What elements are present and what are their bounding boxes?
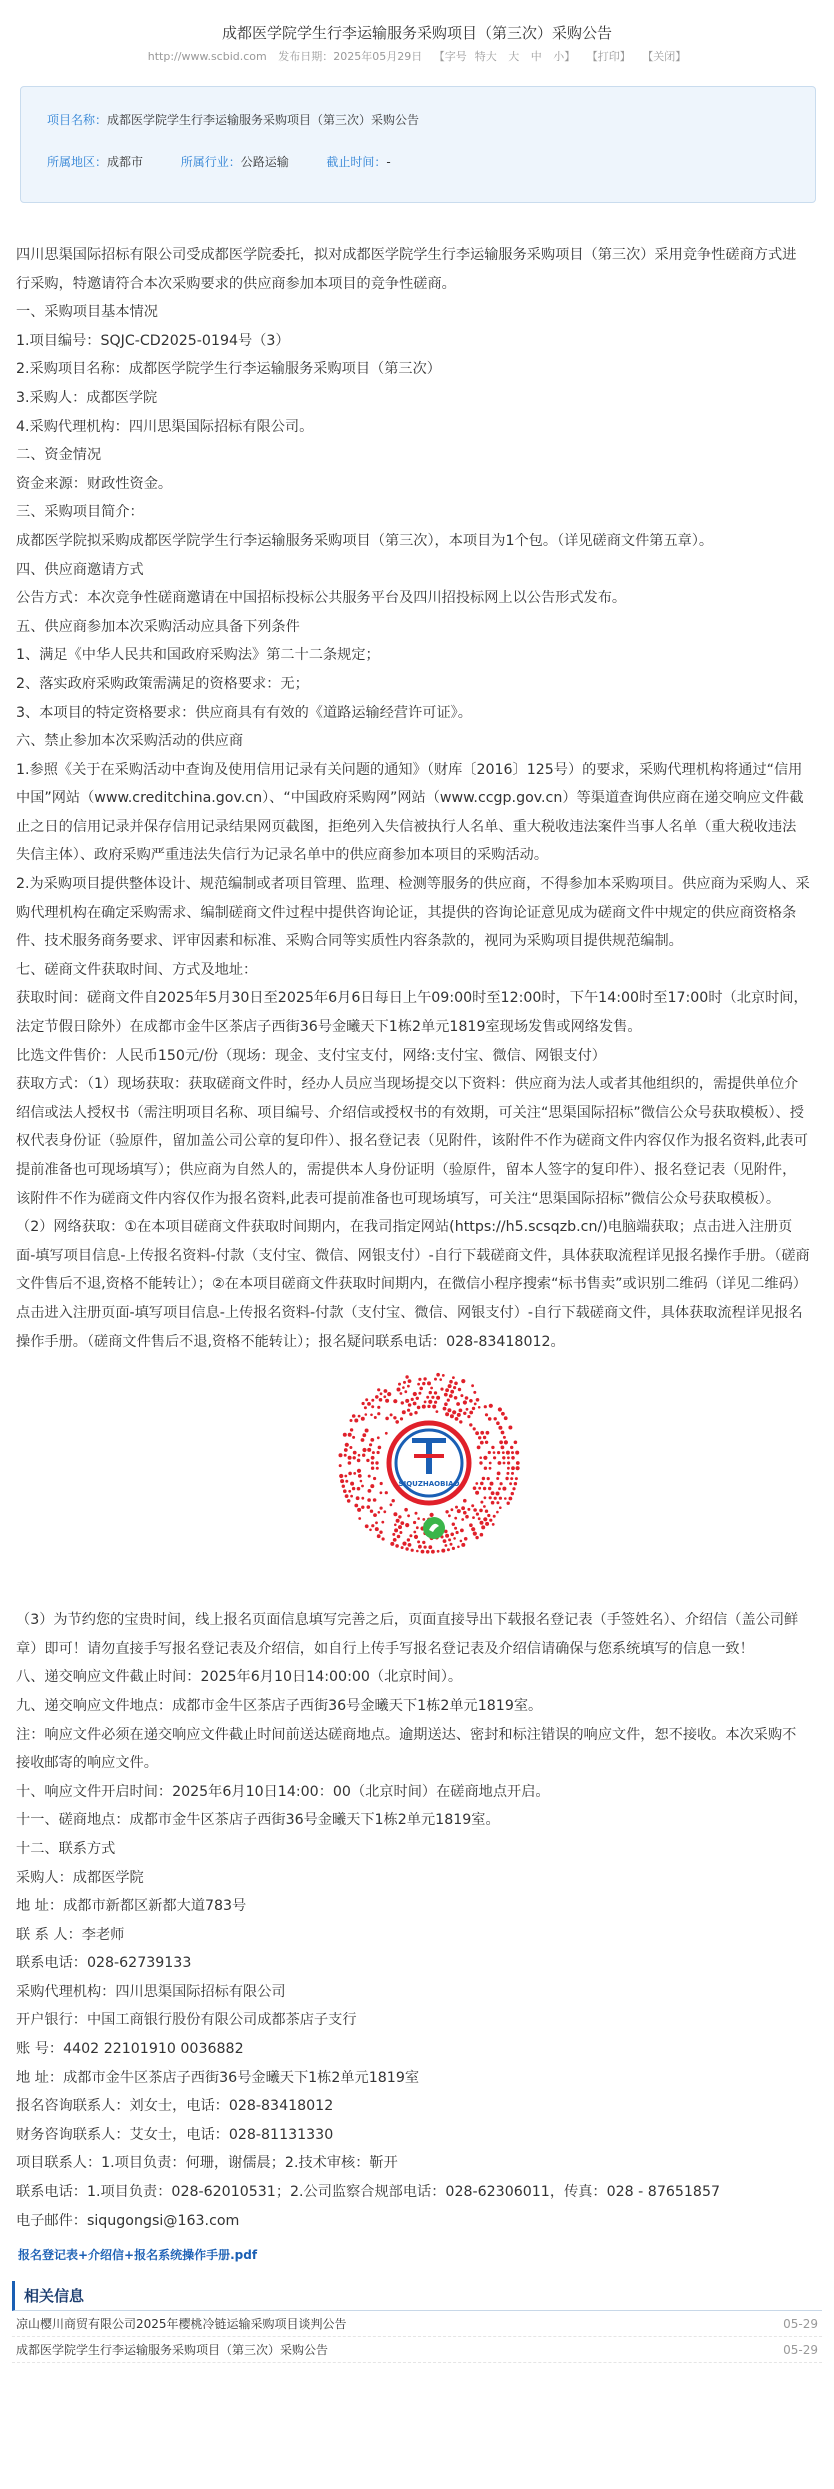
industry-value: 公路运输: [240, 155, 289, 169]
font-s-link[interactable]: 小】: [553, 50, 576, 63]
contact-line: 电子邮件：siqugongsi@163.com: [16, 2212, 240, 2229]
paragraph: 成都医学院拟采购成都医学院学生行李运输服务采购项目（第三次），本项目为1个包。（详见磋商文件第五章）。: [16, 532, 714, 549]
section-heading: 九、递交响应文件地点：成都市金牛区茶店子西街36号金曦天下1栋2单元1819室。: [16, 1697, 543, 1714]
section-heading: 十一、磋商地点：成都市金牛区茶店子西街36号金曦天下1栋2单元1819室。: [16, 1812, 500, 1829]
qr-code-section: [16, 1356, 810, 1606]
font-l-link[interactable]: 大: [508, 50, 520, 63]
paragraph: 2.为采购项目提供整体设计、规范编制或者项目管理、监理、检测等服务的供应商，不得参加本采购项目。供应商为采购人、采购代理机构在确定采购需求、编制磋商文件过程中提供咨询论证，其提供的咨询论证意见成为磋商文件中规定的供应商资格条件、技术服务商务要求、评审因素和标准、采购合同等实质性内容条款的，视同为采购项目提供规范编制。: [16, 876, 810, 950]
font-m-link[interactable]: 中: [530, 50, 542, 63]
site-link[interactable]: http://www.scbid.com: [147, 50, 267, 63]
section-heading: 十二、联系方式: [16, 1840, 116, 1857]
section-heading: 四、供应商邀请方式: [16, 561, 144, 578]
paragraph: 1.参照《关于在采购活动中查询及使用信用记录有关问题的通知》（财库〔2016〕125号）的要求，采购代理机构将通过“信用中国”网站（www.creditchina.gov.cn）、“中国政府采购网”网站（www.ccgp.gov.cn）等渠道查询供应商在递交响应文件截止之日的信用记录并保存信用记录结果网页截图，拒绝列入失信被执行人名单、重大税收违法案件当事人名单（重大税收违法失信主体）、政府采购严重违法失信行为记录名单中的供应商参加本项目的采购活动。: [16, 761, 804, 864]
attachment-link[interactable]: 报名登记表+介绍信+报名系统操作手册.pdf: [18, 2248, 258, 2263]
section-heading: 七、磋商文件获取时间、方式及地址：: [16, 961, 258, 978]
section-heading: 三、采购项目简介：: [16, 504, 144, 521]
paragraph: （2）网络获取：①在本项目磋商文件获取时间期内，在我司指定网站(https://h5.scsqzb.cn/)电脑端获取；点击进入注册页面-填写项目信息-上传报名资料-付款（支付宝、微信、网银支付）-自行下载磋商文件，具体获取流程详见报名操作手册。（磋商文件售后不退,资格不能转让）；②在本项目磋商文件获取时间期内，在微信小程序搜索“标书售卖”或识别二维码（详见二维码）点击进入注册页面-填写项目信息-上传报名资料-付款（支付宝、微信、网银支付）-自行下载磋商文件，具体获取流程详见报名操作手册。（磋商文件售后不退,资格不能转让）；报名疑问联系电话：028-83418012。: [16, 1219, 810, 1350]
region-label: 所属地区：: [47, 155, 108, 169]
contact-line: 联系电话：1.项目负责：028-62010531；2.公司监察合规部电话：028-62306011，传真：028 - 87651857: [16, 2184, 721, 2201]
industry-label: 所属行业：: [180, 155, 241, 169]
paragraph: （3）为节约您的宝贵时间，线上报名页面信息填写完善之后，页面直接导出下载报名登记表（手签姓名）、介绍信（盖公司鲜章）即可！请勿直接手写报名登记表及介绍信，如自行上传手写报名登记表及介绍信请确保与您系统填写的信息一致！: [16, 1612, 799, 1657]
related-item-date: 05-29: [783, 2317, 818, 2332]
contact-line: 地 址：成都市金牛区茶店子西街36号金曦天下1栋2单元1819室: [16, 2069, 420, 2086]
deadline-value: -: [386, 155, 391, 169]
section-heading: 五、供应商参加本次采购活动应具备下列条件: [16, 618, 300, 635]
paragraph: 获取时间：磋商文件自2025年5月30日至2025年6月6日每日上午09:00时至12:00时，下午14:00时至17:00时（北京时间，法定节假日除外）在成都市金牛区茶店子西街36号金曦天下1栋2单元1819室现场发售或网络发售。: [16, 990, 808, 1036]
contact-line: 采购人：成都医学院: [16, 1869, 144, 1886]
project-name-value: 成都医学院学生行李运输服务采购项目（第三次）采购公告: [107, 113, 420, 127]
paragraph: 2、落实政府采购政策需满足的资格要求：无；: [16, 675, 309, 692]
paragraph: 获取方式：（1）现场获取：获取磋商文件时，经办人员应当现场提交以下资料：供应商为法人或者其他组织的，需提供单位介绍信或法人授权书（需注明项目名称、项目编号、介绍信或授权书的有效期，可关注“思渠国际招标”微信公众号获取模板）、授权代表身份证（验原件，留加盖公司公章的复印件）、报名登记表（见附件，该附件不作为磋商文件内容仅作为报名资料,此表可提前准备也可现场填写）；供应商为自然人的，需提供本人身份证明（验原件，留本人签字的复印件）、报名登记表（见附件，该附件不作为磋商文件内容仅作为报名资料,此表可提前准备也可现场填写，可关注“思渠国际招标”微信公众号获取模板）。: [16, 1076, 808, 1207]
paragraph: 3.采购人：成都医学院: [16, 389, 158, 406]
related-item-title[interactable]: 成都医学院学生行李运输服务采购项目（第三次）采购公告: [16, 2343, 329, 2358]
contact-line: 联 系 人：李老师: [16, 1926, 125, 1943]
paragraph: 1、满足《中华人民共和国政府采购法》第二十二条规定；: [16, 647, 380, 664]
article-body: [12, 241, 810, 2235]
paragraph: 四川思渠国际招标有限公司受成都医学院委托，拟对成都医学院学生行李运输服务采购项目（第三次）采用竞争性磋商方式进行采购，特邀请符合本次采购要求的供应商参加本项目的竞争性磋商。: [16, 247, 797, 292]
paragraph: 1.项目编号：SQJC-CD2025-0194号（3）: [16, 332, 290, 349]
project-name-row: [47, 111, 815, 153]
print-link[interactable]: 【打印】: [586, 50, 631, 63]
contact-line: 地 址：成都市新都区新都大道783号: [16, 1898, 247, 1915]
paragraph: 公告方式：本次竞争性磋商邀请在中国招标投标公共服务平台及四川招投标网上以公告形式发布。: [16, 590, 627, 607]
contact-line: 财务咨询联系人：艾女士，电话：028-81131330: [16, 2126, 334, 2143]
contact-line: 项目联系人：1.项目负责：何珊，谢儒晨；2.技术审核：靳开: [16, 2155, 398, 2172]
section-heading: 六、禁止参加本次采购活动的供应商: [16, 733, 244, 750]
font-size-label: 【字号: [433, 50, 467, 63]
contact-line: 报名咨询联系人：刘女士，电话：028-83418012: [16, 2098, 334, 2115]
region-value: 成都市: [107, 155, 144, 169]
section-heading: 二、资金情况: [16, 447, 102, 464]
paragraph: 3、本项目的特定资格要求：供应商具有有效的《道路运输经营许可证》。: [16, 704, 472, 721]
deadline-label: 截止时间：: [326, 155, 387, 169]
related-item-title[interactable]: 凉山樱川商贸有限公司2025年樱桃冷链运输采购项目谈判公告: [16, 2317, 347, 2332]
contact-line: 账 号：4402 22101910 0036882: [16, 2041, 244, 2058]
project-attrs-row: [47, 153, 815, 195]
section-heading: 八、递交响应文件截止时间：2025年6月10日14:00:00（北京时间）。: [16, 1669, 463, 1686]
close-link[interactable]: 【关闭】: [642, 50, 687, 63]
section-heading: 十、响应文件开启时间：2025年6月10日14:00：00（北京时间）在磋商地点开启。: [16, 1783, 550, 1800]
paragraph: 注：响应文件必须在递交响应文件截止时间前送达磋商地点。逾期送达、密封和标注错误的响应文件，恕不接收。本次采购不接收邮寄的响应文件。: [16, 1726, 797, 1772]
project-info-box: [20, 86, 816, 203]
publish-date: 发布日期：2025年05月29日: [278, 50, 423, 63]
project-name-label: 项目名称：: [47, 113, 108, 127]
contact-line: 联系电话：028-62739133: [16, 1955, 192, 1972]
related-info-heading: 相关信息: [12, 2281, 822, 2311]
paragraph: 4.采购代理机构：四川思渠国际招标有限公司。: [16, 418, 314, 435]
qr-logo-text: SIQUZHAOBIAO: [398, 1480, 460, 1489]
paragraph: 比选文件售价：人民币150元/份（现场：现金、支付宝支付，网络:支付宝、微信、网银支付）: [16, 1047, 606, 1064]
related-item[interactable]: [12, 2311, 822, 2337]
page-title: 成都医学院学生行李运输服务采购项目（第三次）采购公告: [221, 24, 612, 42]
paragraph: 资金来源：财政性资金。: [16, 475, 173, 492]
mini-program-qr-code: [334, 1368, 524, 1558]
contact-line: 开户银行：中国工商银行股份有限公司成都茶店子支行: [16, 2012, 357, 2029]
section-heading: 一、采购项目基本情况: [16, 304, 158, 321]
paragraph: 2.采购项目名称：成都医学院学生行李运输服务采购项目（第三次）: [16, 361, 441, 378]
related-item[interactable]: [12, 2337, 822, 2363]
related-item-date: 05-29: [783, 2343, 818, 2358]
related-list: [12, 2311, 822, 2363]
article-meta: [12, 48, 822, 74]
contact-line: 采购代理机构：四川思渠国际招标有限公司: [16, 1983, 286, 2000]
font-xl-link[interactable]: 特大: [474, 50, 497, 63]
